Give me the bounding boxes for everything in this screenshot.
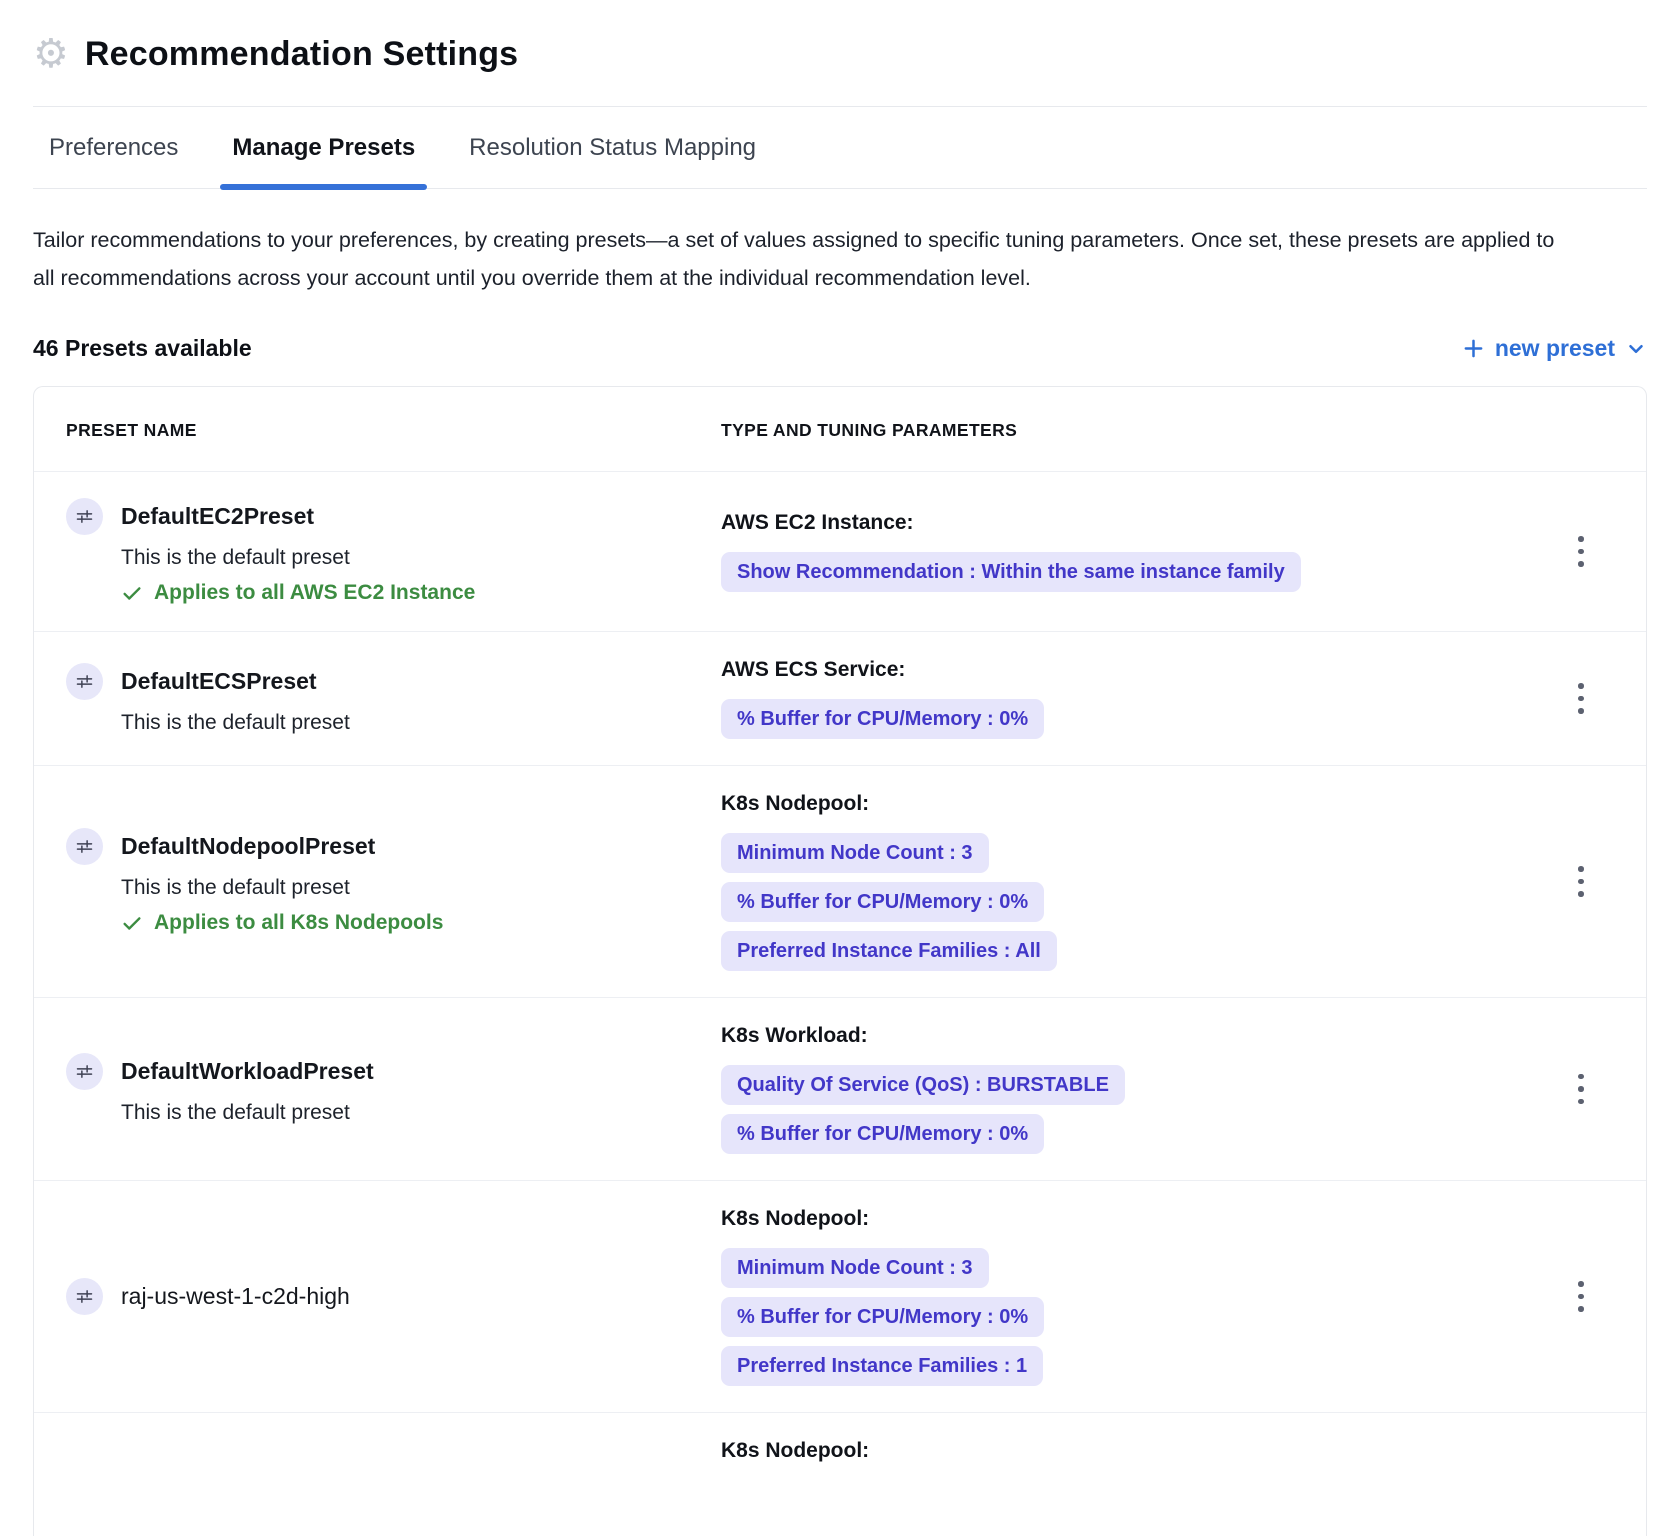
kebab-menu-icon[interactable]	[1570, 675, 1592, 722]
preset-type-label: K8s Workload:	[721, 1024, 868, 1047]
tuning-parameter-chip: % Buffer for CPU/Memory : 0%	[721, 699, 1044, 739]
presets-table	[33, 386, 1647, 1536]
preset-type-label: K8s Nodepool:	[721, 792, 870, 815]
preset-description: This is the default preset	[121, 876, 350, 899]
chevron-down-icon	[1625, 338, 1647, 360]
column-header-preset-name: PRESET NAME	[66, 420, 197, 440]
preset-description: This is the default preset	[121, 710, 350, 734]
tab-manage-presets[interactable]: Manage Presets	[228, 107, 419, 188]
new-preset-button[interactable]	[1462, 335, 1647, 362]
preset-type-label: AWS EC2 Instance:	[721, 511, 914, 534]
table-row	[34, 471, 1646, 631]
preset-applies-status: Applies to all AWS EC2 Instance	[121, 581, 721, 605]
check-icon	[121, 582, 143, 604]
tuning-parameter-chip: Minimum Node Count : 3	[721, 833, 989, 873]
preset-applies-status: Applies to all K8s Nodepools	[121, 911, 721, 935]
tuning-parameter-chip: Minimum Node Count : 3	[721, 1248, 989, 1288]
tuning-parameter-chip: Preferred Instance Families : All	[721, 931, 1057, 971]
table-row	[34, 631, 1646, 765]
preset-name: raj-us-west-1-c2d-high	[121, 1283, 350, 1309]
kebab-menu-icon[interactable]	[1570, 528, 1592, 575]
tab-preferences[interactable]: Preferences	[49, 134, 179, 161]
tuning-parameter-chip: Preferred Instance Families : 1	[721, 1346, 1043, 1386]
preset-description: This is the default preset	[121, 546, 350, 569]
preset-type-label: K8s Nodepool:	[721, 1439, 870, 1462]
kebab-menu-icon[interactable]	[1570, 1273, 1592, 1320]
sliders-icon	[66, 1278, 103, 1315]
kebab-menu-icon[interactable]	[1570, 1066, 1592, 1113]
sliders-icon	[66, 828, 103, 865]
presets-list-header	[33, 335, 1647, 362]
preset-name: DefaultEC2Preset	[121, 503, 315, 529]
tuning-parameter-chip: % Buffer for CPU/Memory : 0%	[721, 1114, 1044, 1154]
preset-description: This is the default preset	[121, 1101, 350, 1124]
tuning-parameter-chip: % Buffer for CPU/Memory : 0%	[721, 882, 1044, 922]
presets-count: 46 Presets available	[33, 335, 252, 361]
plus-icon	[1462, 337, 1485, 360]
sliders-icon	[66, 1053, 103, 1090]
tuning-parameter-chip: % Buffer for CPU/Memory : 0%	[721, 1297, 1044, 1337]
page-title: Recommendation Settings	[84, 34, 519, 73]
gear-icon: ⚙	[33, 32, 69, 76]
new-preset-label: new preset	[1494, 335, 1615, 361]
table-row	[34, 1180, 1646, 1412]
kebab-menu-icon[interactable]	[1570, 858, 1592, 905]
table-row	[34, 1412, 1646, 1536]
tab-resolution-status-mapping[interactable]: Resolution Status Mapping	[469, 134, 757, 161]
column-header-type-and-tuning: TYPE AND TUNING PARAMETERS	[721, 420, 1018, 440]
page-description: Tailor recommendations to your preferences, by creating presets—a set of values assigned to specific tuning parameters. Once set, these presets are applied to all recommendations across your account until you override them at the individual recommendation level.	[33, 228, 1555, 290]
table-row	[34, 997, 1646, 1180]
preset-name: DefaultWorkloadPreset	[121, 1058, 374, 1084]
check-icon	[121, 912, 143, 934]
page-header	[33, 0, 1647, 74]
preset-type-label: AWS ECS Service:	[721, 658, 906, 681]
preset-name: DefaultECSPreset	[121, 667, 317, 694]
tuning-parameter-chip: Show Recommendation : Within the same instance family	[721, 552, 1301, 592]
preset-name: DefaultNodepoolPreset	[121, 833, 376, 859]
preset-type-label: K8s Nodepool:	[721, 1207, 870, 1230]
sliders-icon	[66, 498, 103, 535]
sliders-icon	[66, 663, 103, 700]
table-row	[34, 765, 1646, 997]
presets-table-header	[34, 387, 1646, 471]
tab-bar	[33, 107, 1647, 189]
tuning-parameter-chip: Quality Of Service (QoS) : BURSTABLE	[721, 1065, 1125, 1105]
